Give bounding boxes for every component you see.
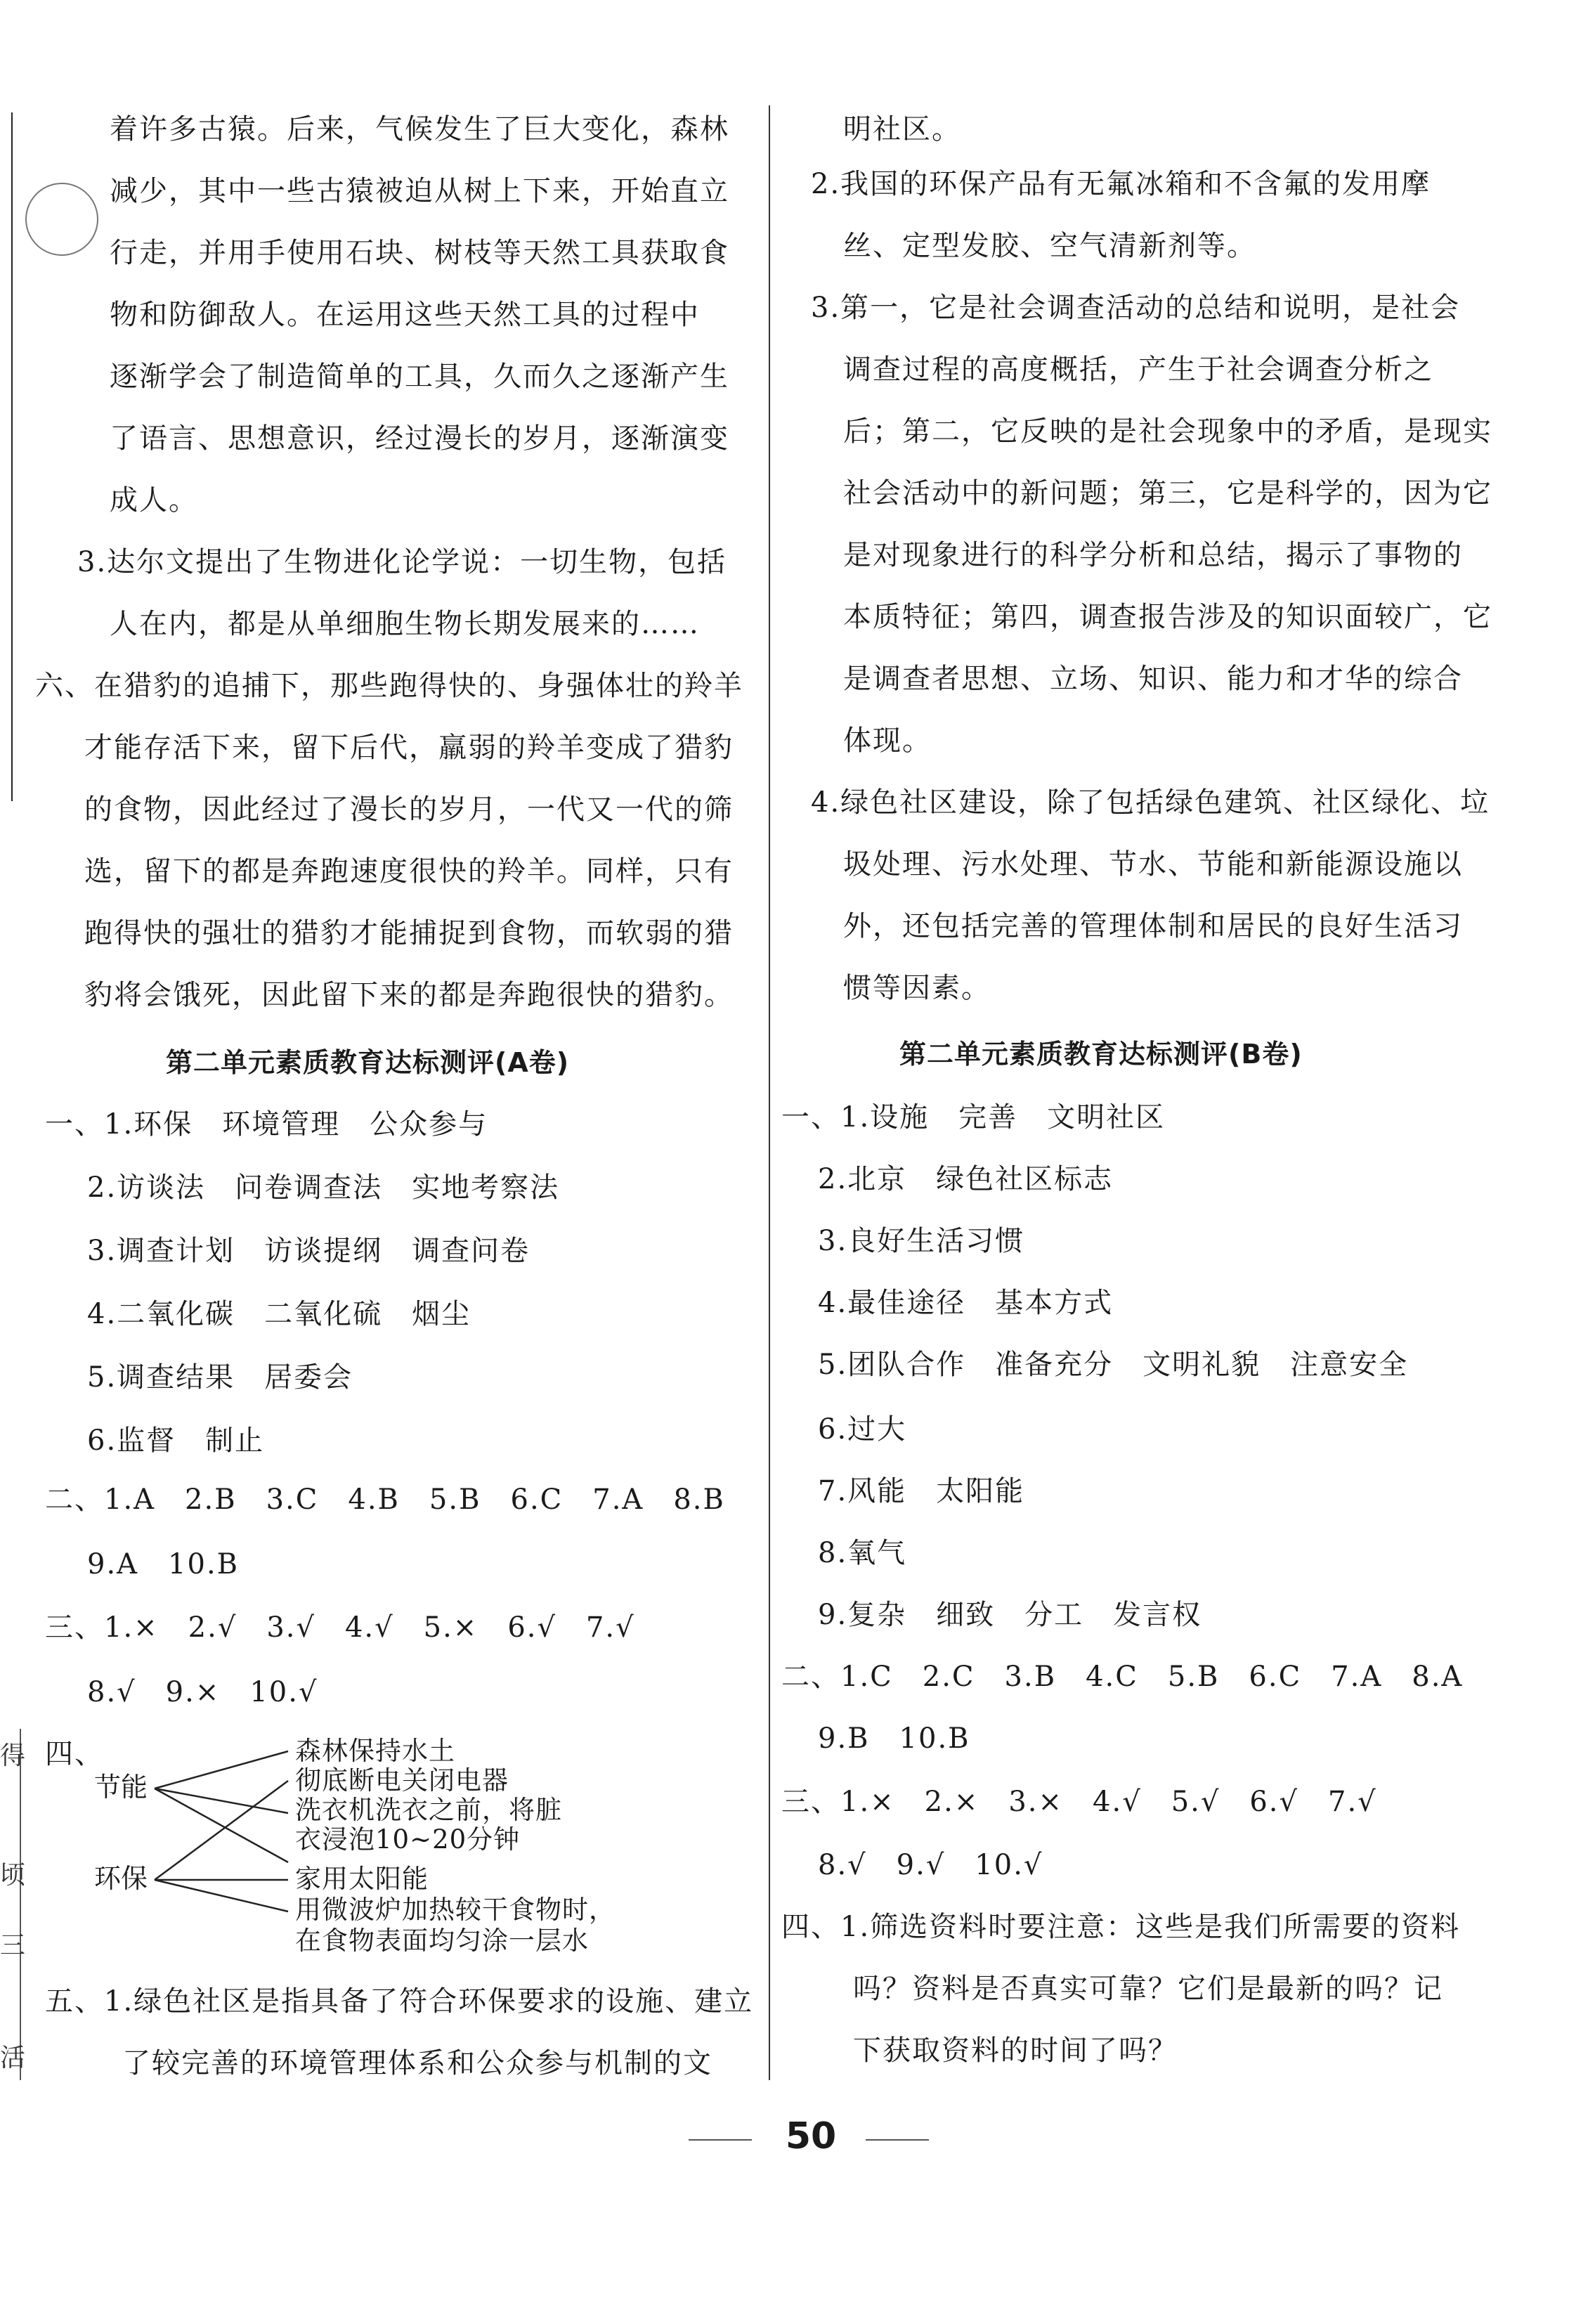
answer-line: 2.北京 绿色社区标志	[818, 1163, 1114, 1195]
answer-line: 8.√ 9.× 10.√	[87, 1676, 318, 1708]
text-line: 人在内，都是从单细胞生物长期发展来的……	[110, 608, 700, 640]
matching-lines	[148, 1736, 302, 1947]
margin-char: 顷	[0, 1861, 26, 1890]
answer-line: 了较完善的环境管理体系和公众参与机制的文	[122, 2047, 712, 2079]
column-divider	[769, 105, 770, 2080]
text-line: 行走，并用手使用石块、树枝等天然工具获取食	[110, 237, 729, 269]
matching-right-item: 用微波炉加热较干食物时，	[295, 1895, 616, 1925]
text-line: 的食物，因此经过了漫长的岁月，一代又一代的筛	[84, 793, 734, 826]
answer-line: 四、1.筛选资料时要注意：这些是我们所需要的资料	[781, 1911, 1461, 1943]
answer-line: 5.团队合作 准备充分 文明礼貌 注意安全	[818, 1349, 1409, 1381]
binding-edge-line-lower	[20, 1729, 21, 2080]
answer-line: 6.过大	[818, 1413, 907, 1446]
answer-line: 8.氧气	[818, 1537, 907, 1569]
text-line: 惯等因素。	[843, 972, 991, 1004]
answer-line: 4.二氧化碳 二氧化硫 烟尘	[87, 1298, 471, 1330]
text-line: 了语言、思想意识，经过漫长的岁月，逐渐演变	[110, 422, 729, 455]
text-line: 体现。	[843, 725, 932, 757]
matching-right-item: 在食物表面均匀涂一层水	[295, 1926, 589, 1956]
text-line: 3.第一，它是社会调查活动的总结和说明，是社会	[811, 292, 1461, 324]
answer-line: 三、1.× 2.× 3.× 4.√ 5.√ 6.√ 7.√	[781, 1786, 1377, 1818]
text-line: 社会活动中的新问题；第三，它是科学的，因为它	[843, 477, 1492, 509]
text-line: 六、在猎豹的追捕下，那些跑得快的、身强体壮的羚羊	[35, 670, 743, 702]
matching-left-word: 节能	[94, 1772, 148, 1803]
answer-line: 五、1.绿色社区是指具备了符合环保要求的设施、建立	[45, 1985, 754, 2018]
page-number-dash-right	[866, 2139, 929, 2141]
text-line: 选，留下的都是奔跑速度很快的羚羊。同样，只有	[84, 855, 734, 888]
answer-line: 9.B 10.B	[818, 1722, 970, 1755]
answer-line: 一、1.设施 完善 文明社区	[781, 1101, 1166, 1134]
section-a-title: 第二单元素质教育达标测评(A卷)	[166, 1047, 570, 1078]
text-line: 是对现象进行的科学分析和总结，揭示了事物的	[843, 539, 1463, 571]
page-number: 50	[785, 2115, 837, 2157]
margin-char: 活	[0, 2044, 26, 2072]
answer-line: 吗？资料是否真实可靠？它们是最新的吗？记	[853, 1973, 1443, 2005]
margin-char: 得	[0, 1741, 26, 1770]
answer-line: 3.良好生活习惯	[818, 1225, 1025, 1257]
text-line: 是调查者思想、立场、知识、能力和才华的综合	[843, 663, 1463, 695]
answer-line: 7.风能 太阳能	[818, 1475, 1025, 1507]
text-line: 豹将会饿死，因此留下来的都是奔跑很快的猎豹。	[84, 979, 734, 1011]
answer-line: 下获取资料的时间了吗？	[853, 2034, 1178, 2067]
answer-line: 6.监督 制止	[87, 1424, 265, 1457]
text-line: 跑得快的强壮的猎豹才能捕捉到食物，而软弱的猎	[84, 917, 734, 949]
matching-right-item: 洗衣机洗衣之前，将脏	[295, 1795, 562, 1825]
text-line: 物和防御敌人。在运用这些天然工具的过程中	[110, 299, 700, 331]
text-line: 3.达尔文提出了生物进化论学说：一切生物，包括	[77, 546, 727, 578]
text-line: 本质特征；第四，调查报告涉及的知识面较广，它	[843, 601, 1492, 633]
text-line: 明社区。	[843, 113, 961, 145]
section-b-title: 第二单元素质教育达标测评(B卷)	[899, 1039, 1303, 1070]
answer-line: 9.A 10.B	[87, 1548, 240, 1580]
answer-line: 8.√ 9.√ 10.√	[818, 1849, 1043, 1881]
answer-line: 三、1.× 2.√ 3.√ 4.√ 5.× 6.√ 7.√	[45, 1611, 635, 1644]
text-line: 丝、定型发胶、空气清新剂等。	[843, 230, 1256, 262]
text-line: 着许多古猿。后来，气候发生了巨大变化，森林	[110, 113, 729, 145]
answer-line: 9.复杂 细致 分工 发言权	[818, 1599, 1202, 1631]
answer-line: 5.调查结果 居委会	[87, 1361, 353, 1394]
matching-right-item: 彻底断电关闭电器	[295, 1765, 509, 1796]
stamp-logo	[15, 172, 108, 266]
answer-line: 4.最佳途径 基本方式	[818, 1287, 1114, 1319]
text-line: 圾处理、污水处理、节水、节能和新能源设施以	[843, 848, 1463, 881]
page-number-dash-left	[689, 2139, 752, 2141]
text-line: 减少，其中一些古猿被迫从树上下来，开始直立	[110, 175, 729, 207]
answer-line: 一、1.环保 环境管理 公众参与	[45, 1108, 488, 1141]
matching-left-word: 环保	[94, 1863, 148, 1894]
matching-right-item: 森林保持水土	[295, 1736, 455, 1766]
binding-edge-line	[11, 112, 13, 801]
text-line: 成人。	[110, 484, 198, 517]
answer-line: 二、1.A 2.B 3.C 4.B 5.B 6.C 7.A 8.B	[45, 1484, 725, 1516]
text-line: 2.我国的环保产品有无氟冰箱和不含氟的发用摩	[811, 168, 1431, 200]
answer-line: 二、1.C 2.C 3.B 4.C 5.B 6.C 7.A 8.A	[781, 1661, 1464, 1693]
matching-label: 四、	[45, 1738, 104, 1770]
margin-char: 三	[0, 1931, 26, 1960]
text-line: 才能存活下来，留下后代，羸弱的羚羊变成了猎豹	[84, 732, 734, 764]
matching-right-item: 家用太阳能	[295, 1864, 429, 1894]
text-line: 逐渐学会了制造简单的工具，久而久之逐渐产生	[110, 361, 729, 393]
text-line: 4.绿色社区建设，除了包括绿色建筑、社区绿化、垃	[811, 786, 1490, 819]
answer-line: 3.调查计划 访谈提纲 调查问卷	[87, 1235, 530, 1267]
answer-line: 2.访谈法 问卷调查法 实地考察法	[87, 1171, 560, 1204]
text-line: 调查过程的高度概括，产生于社会调查分析之	[843, 353, 1433, 386]
text-line: 外，还包括完善的管理体制和居民的良好生活习	[843, 910, 1463, 942]
matching-right-item: 衣浸泡10~20分钟	[295, 1824, 521, 1855]
text-line: 后；第二，它反映的是社会现象中的矛盾，是现实	[843, 415, 1492, 448]
